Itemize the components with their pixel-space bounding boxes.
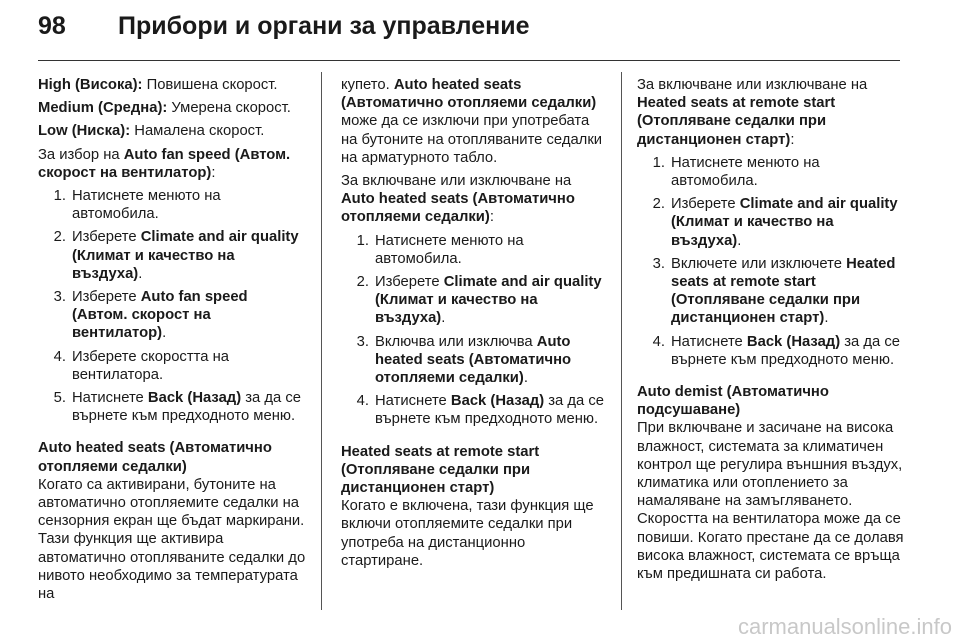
fan-low-line: Low (Ниска): Намалена скорост. [38,123,265,140]
list-item: 3. Включете или изключете Heated seats at remote start (Отопляване седалки при дистанционен старт). [652,255,896,327]
list-item: 1. Натиснете менюто на автомобила. [53,188,221,223]
column-divider [621,72,622,610]
page-header [38,12,530,52]
list-item: 2. Изберете Climate and air quality (Климат и качество на въздуха). [356,274,602,327]
fan-high-line: High (Висока): Повишена скорост. [38,77,278,93]
column-2 [341,76,607,570]
list-item: 3. Включва или изключва Auto heated seats (Автоматично отопляеми седалки). [356,333,572,387]
list-item: 5. Натиснете Back (Назад) за да се върнете към предходното меню. [53,390,301,425]
section-title: Heated seats at remote start (Отопляване седалки при дистанционен старт) [341,443,540,497]
column-divider [321,72,322,610]
header-rule [38,60,900,61]
auto-heated-intro: За включване или изключване на Auto heated seats (Автоматично отопляеми седалки): [341,173,575,226]
watermark: carmanualsonline.info [737,614,952,639]
list-item: 4. Натиснете Back (Назад) за да се върнете към предходното меню. [356,393,604,428]
section-text: Когато е включена, тази функция ще включи отопляемите седалки при употреба на дистанционно стартиране. [341,498,594,569]
column-3 [637,76,907,583]
page-title: Прибори и органи за управление [118,12,530,40]
section-title: Auto demist (Автоматично подсушаване) [637,384,829,419]
continued-paragraph: купето. Auto heated seats (Автоматично отопляеми седалки) може да се изключи при употребата на бутоните на отопляваните седалки на арматурното табло. [341,77,603,166]
list-item: 4. Изберете скоростта на вентилатора. [53,348,229,383]
section-text: При включване и засичане на висока влажност, системата за климатичен контрол ще регулира външния въздух, климатика или отоплението за намаляване на замъгляването. Скоростта на вентилатора може да се повиши. Когато престане да се долавя висока влажност, системата се връща към предишната си работа. [637,420,904,583]
fan-speed-steps [38,187,306,425]
list-item: 1. Натиснете менюто на автомобила. [356,232,524,267]
list-item: 2. Изберете Climate and air quality (Климат и качество на въздуха). [53,229,299,282]
list-item: 3. Изберете Auto fan speed (Автом. скорост на вентилатор). [53,289,248,342]
list-item: 2. Изберете Climate and air quality (Климат и качество на въздуха). [652,196,898,249]
fan-medium-line: Medium (Средна): Умерена скорост. [38,100,291,117]
page-number: 98 [38,12,66,40]
remote-start-intro: За включване или изключване на Heated seats at remote start (Отопляване седалки при дистанционен старт): [637,77,868,148]
auto-heated-steps [341,232,607,429]
list-item: 1. Натиснете менюто на автомобила. [652,154,820,190]
fan-speed-intro: За избор на Auto fan speed (Автом. скорост на вентилатор): [38,146,291,181]
list-item: 4. Натиснете Back (Назад) за да се върнете към предходното меню. [652,333,900,368]
section-text: Когато са активирани, бутоните на автоматично отопляемите седалки на сензорния екран ще бъдат маркирани. Тази функция ще активира автоматично отопляваните седалки до нивото необходимо за температурата на [38,476,306,603]
column-1 [38,76,306,603]
section-title: Auto heated seats (Автоматично отопляеми седалки) [38,440,272,475]
remote-start-steps [637,154,907,369]
